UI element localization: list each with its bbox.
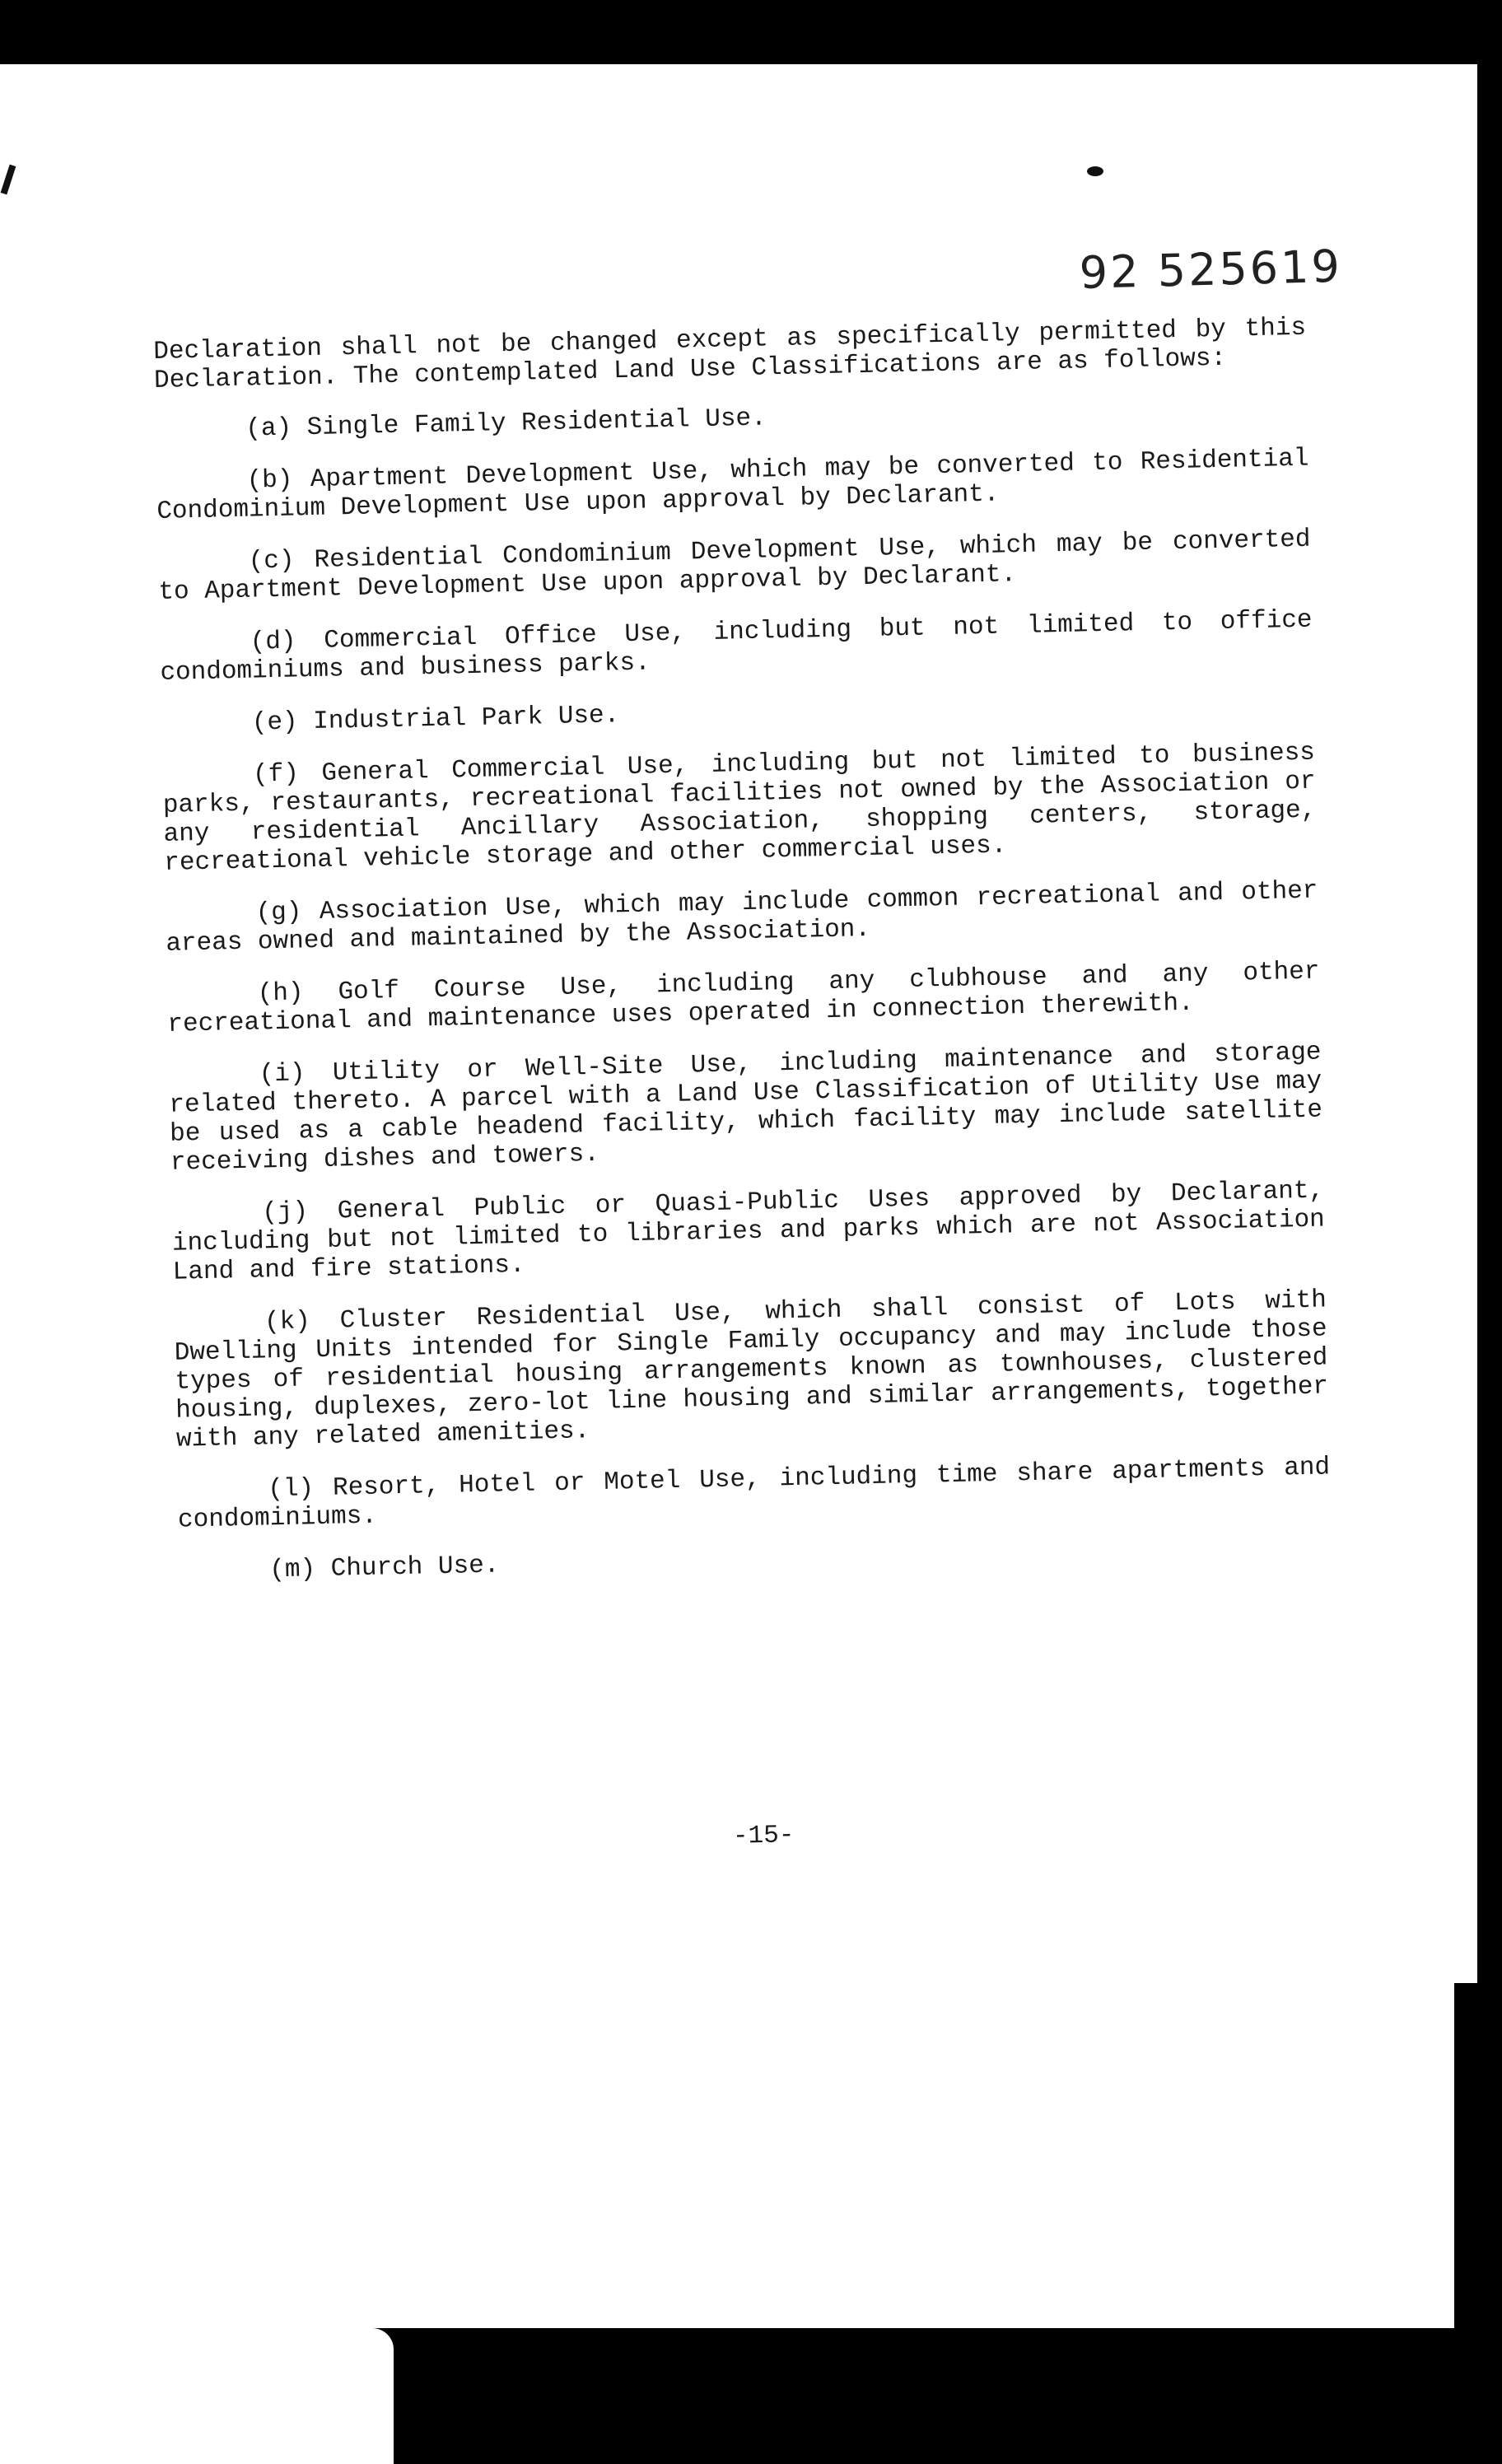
list-item-text: (k) Cluster Residential Use, which shall consist of Lots with Dwelling Units intended for Single Family occupancy and may include those types of residential housing arrangements known as townhouses, clustered housing, duplexes, zero-lot line housing and similar arrangements, together with any related amenities. xyxy=(174,1286,1329,1454)
list-item xyxy=(156,445,1309,526)
list-item xyxy=(168,1038,1323,1177)
paragraph-indent xyxy=(162,782,253,783)
document-stamp-number: 92 525619 xyxy=(1079,240,1343,299)
paragraph-indent xyxy=(167,1001,258,1002)
intro-paragraph: Declaration shall not be changed except as specifically permitted by this Declaration. The contemplated Land Use Classifications are as follows: xyxy=(153,313,1307,395)
paragraph-indent xyxy=(156,488,247,489)
list-item-text: (i) Utility or Well-Site Use, including maintenance and storage related thereto. A parcel with a Land Use Classification of Utility Use may be used as a cable headend facility, which facility may include satellite receiving dishes and towers. xyxy=(169,1038,1323,1178)
scan-speck-top xyxy=(1087,166,1103,176)
paragraph-indent xyxy=(161,730,252,731)
list-item-text: (g) Association Use, which may include common recreational and other areas owned and maintained by the Association. xyxy=(166,876,1318,959)
list-item xyxy=(157,525,1311,607)
list-item xyxy=(171,1176,1326,1286)
list-item-text: (d) Commercial Office Use, including but not limited to office condominiums and business parks. xyxy=(160,605,1313,688)
scan-white-patch xyxy=(0,2328,394,2464)
paragraph-indent xyxy=(166,920,256,922)
paragraph-indent xyxy=(171,1219,262,1220)
paragraph-indent xyxy=(169,1080,259,1082)
document-body xyxy=(153,314,1332,1610)
list-item xyxy=(165,877,1318,959)
list-item-text: (c) Residential Condominium Development Use, which may be converted to Apartment Development Use upon approval by Declarant. xyxy=(158,525,1311,607)
list-item xyxy=(179,1533,1332,1586)
list-item xyxy=(162,739,1318,878)
list-item xyxy=(177,1453,1331,1534)
paragraph-indent xyxy=(178,1496,268,1497)
paragraph-indent xyxy=(160,649,250,651)
list-item-text: (j) General Public or Quasi-Public Uses approved by Declarant, including but not limited to libraries and parks which are not Association Land and fire stations. xyxy=(171,1176,1326,1287)
list-item xyxy=(155,393,1308,446)
list-item-text: (h) Golf Course Use, including any clubhouse and any other recreational and maintenance uses operated in connection therewith. xyxy=(167,957,1320,1039)
list-item-text: (b) Apartment Development Use, which may be converted to Residential Condominium Development Use upon approval by Declarant. xyxy=(156,444,1309,526)
paragraph-indent xyxy=(156,436,246,437)
list-item xyxy=(161,687,1313,740)
list-item-text: (e) Industrial Park Use. xyxy=(251,701,620,738)
list-item-text: (f) General Commercial Use, including but not limited to business parks, restaurants, recreational facilities not owned by the Association or any residential Ancillary Association, shopping centers, storage, recreational vehicle storage and other commercial uses. xyxy=(162,738,1317,878)
scan-speck-left xyxy=(1,165,16,195)
list-item-text: (m) Church Use. xyxy=(269,1551,500,1585)
paragraph-indent xyxy=(174,1328,264,1330)
paragraph-indent xyxy=(158,568,249,570)
list-item xyxy=(166,958,1320,1039)
scan-border-top xyxy=(0,0,1502,64)
page-number: -15- xyxy=(732,1821,795,1851)
list-item-text: (a) Single Family Residential Use. xyxy=(245,404,767,444)
list-item xyxy=(174,1286,1329,1454)
paragraph-indent xyxy=(180,1576,270,1578)
list-item xyxy=(159,606,1313,688)
list-item-text: (l) Resort, Hotel or Motel Use, including time share apartments and condominiums. xyxy=(177,1453,1331,1535)
